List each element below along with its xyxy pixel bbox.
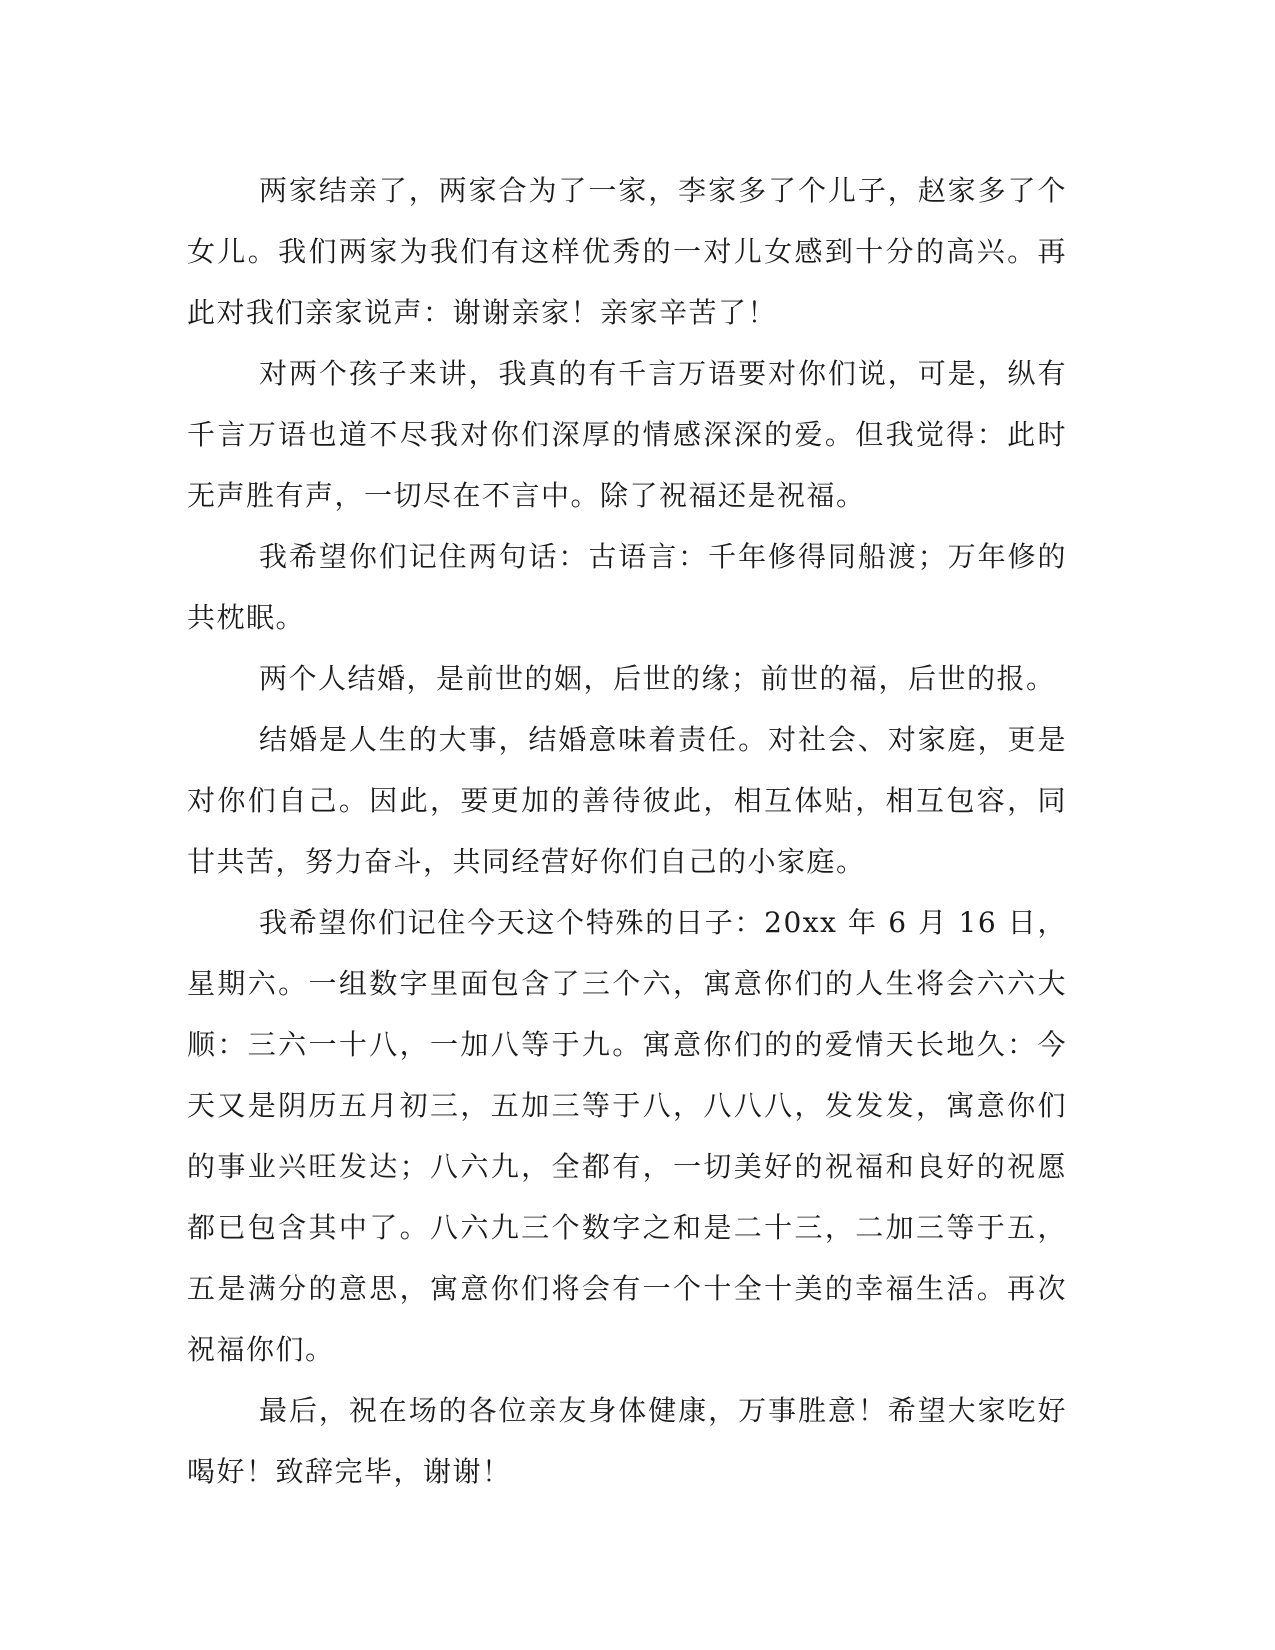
paragraph-closing: 最后，祝在场的各位亲友身体健康，万事胜意！希望大家吃好喝好！致辞完毕，谢谢！ <box>187 1394 1067 1488</box>
paragraph-destiny: 两个人结婚，是前世的姻，后世的缘；前世的福，后世的报。 <box>259 662 1056 695</box>
paragraph-two-sayings: 我希望你们记住两句话：古语言：千年修得同船渡；万年修的共枕眠。 <box>187 540 1067 634</box>
paragraph-responsibility: 结婚是人生的大事，结婚意味着责任。对社会、对家庭，更是对你们自己。因此，要更加的善待彼此，相互体贴，相互包容，同甘共苦，努力奋斗，共同经营好你们自己的小家庭。 <box>187 723 1067 878</box>
document-body <box>187 160 1067 1502</box>
paragraph-family-union: 两家结亲了，两家合为了一家，李家多了个儿子，赵家多了个女儿。我们两家为我们有这样优秀的一对儿女感到十分的高兴。再此对我们亲家说声：谢谢亲家！亲家辛苦了！ <box>187 174 1067 329</box>
paragraph-words-to-children: 对两个孩子来讲，我真的有千言万语要对你们说，可是，纵有千言万语也道不尽我对你们深厚的情感深深的爱。但我觉得：此时无声胜有声，一切尽在不言中。除了祝福还是祝福。 <box>187 357 1067 512</box>
paragraph-special-date: 我希望你们记住今天这个特殊的日子：20xx 年 6 月 16 日，星期六。一组数字里面包含了三个六，寓意你们的人生将会六六大顺：三六一十八，一加八等于九。寓意你们的的爱情天长地久：今天又是阴历五月初三，五加三等于八，八八八，发发发，寓意你们的事业兴旺发达；八六九，全都有，一切美好的祝福和良好的祝愿都已包含其中了。八六九三个数字之和是二十三，二加三等于五，五是满分的意思，寓意你们将会有一个十全十美的幸福生活。再次祝福你们。 <box>187 906 1067 1366</box>
